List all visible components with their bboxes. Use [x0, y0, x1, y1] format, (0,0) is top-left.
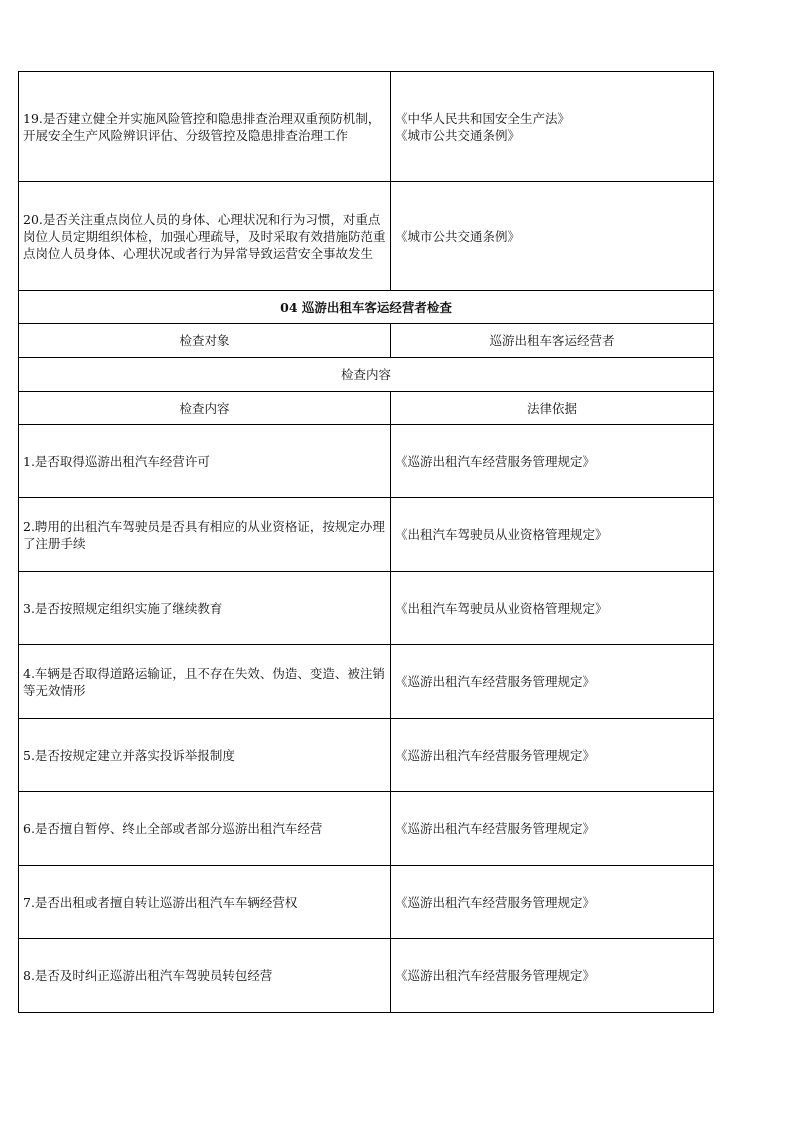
- section-title: 04 巡游出租车客运经营者检查: [19, 291, 714, 324]
- table-row: [19, 719, 714, 792]
- basis-cell: 《出租汽车驾驶员从业资格管理规定》: [391, 572, 714, 645]
- basis-cell: 《巡游出租汽车经营服务管理规定》: [391, 866, 714, 939]
- basis-cell: 《出租汽车驾驶员从业资格管理规定》: [391, 498, 714, 572]
- object-row: [19, 324, 714, 358]
- table-row: [19, 72, 714, 182]
- content-cell: 19.是否建立健全并实施风险管控和隐患排查治理双重预防机制，开展安全生产风险辨识评估、分级管控及隐患排查治理工作: [19, 72, 391, 182]
- content-cell: 1.是否取得巡游出租汽车经营许可: [19, 425, 391, 498]
- table-row: [19, 866, 714, 939]
- content-header: 检查内容: [19, 358, 714, 392]
- table-row: [19, 645, 714, 719]
- table-row: [19, 572, 714, 645]
- content-cell: 8.是否及时纠正巡游出租汽车驾驶员转包经营: [19, 939, 391, 1013]
- content-cell: 7.是否出租或者擅自转让巡游出租汽车车辆经营权: [19, 866, 391, 939]
- content-cell: 4.车辆是否取得道路运输证，且不存在失效、伪造、变造、被注销等无效情形: [19, 645, 391, 719]
- basis-cell: 《巡游出租汽车经营服务管理规定》: [391, 425, 714, 498]
- content-cell: 3.是否按照规定组织实施了继续教育: [19, 572, 391, 645]
- basis-cell: 《巡游出租汽车经营服务管理规定》: [391, 939, 714, 1013]
- table-row: [19, 792, 714, 866]
- column-header-content: 检查内容: [19, 392, 391, 425]
- content-cell: 20.是否关注重点岗位人员的身体、心理状况和行为习惯，对重点岗位人员定期组织体检，加强心理疏导，及时采取有效措施防范重点岗位人员身体、心理状况或者行为异常导致运营安全事故发生: [19, 182, 391, 291]
- basis-line: 《城市公共交通条例》: [395, 127, 521, 143]
- basis-line: 《中华人民共和国安全生产法》: [395, 110, 571, 126]
- basis-cell: 《巡游出租汽车经营服务管理规定》: [391, 719, 714, 792]
- object-label: 检查对象: [19, 324, 391, 358]
- object-value: 巡游出租车客运经营者: [391, 324, 714, 358]
- basis-cell: 《巡游出租汽车经营服务管理规定》: [391, 792, 714, 866]
- content-cell: 6.是否擅自暂停、终止全部或者部分巡游出租汽车经营: [19, 792, 391, 866]
- table-row: [19, 182, 714, 291]
- content-cell: 2.聘用的出租汽车驾驶员是否具有相应的从业资格证，按规定办理了注册手续: [19, 498, 391, 572]
- basis-cell: 《巡游出租汽车经营服务管理规定》: [391, 645, 714, 719]
- content-cell: 5.是否按规定建立并落实投诉举报制度: [19, 719, 391, 792]
- inspection-table: [18, 71, 714, 1013]
- table-row: [19, 939, 714, 1013]
- content-header-row: [19, 358, 714, 392]
- column-header-row: [19, 392, 714, 425]
- column-header-basis: 法律依据: [391, 392, 714, 425]
- basis-cell: [391, 72, 714, 182]
- basis-cell: [391, 182, 714, 291]
- section-title-row: [19, 291, 714, 324]
- table-row: [19, 425, 714, 498]
- basis-line: 《城市公共交通条例》: [395, 228, 521, 244]
- table-row: [19, 498, 714, 572]
